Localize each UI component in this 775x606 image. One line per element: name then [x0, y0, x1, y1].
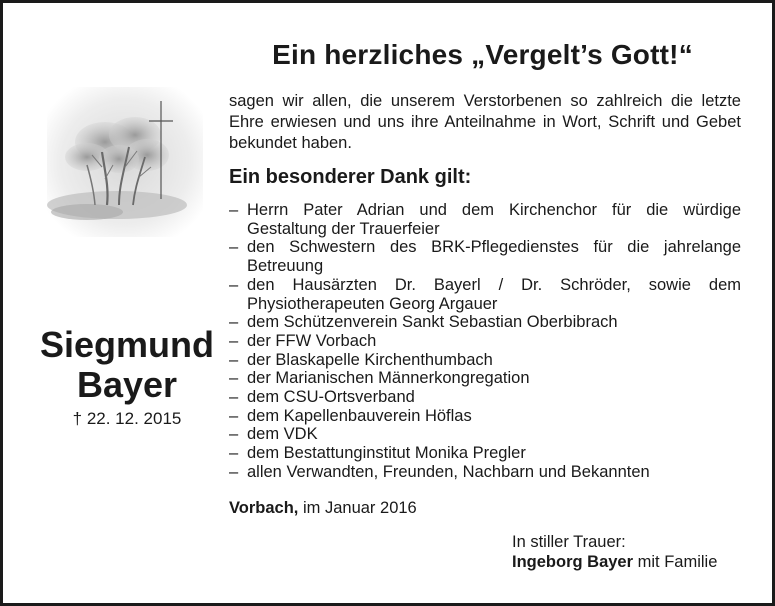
list-item: – dem CSU-Ortsverband	[229, 388, 741, 407]
signoff-name-line	[512, 552, 717, 572]
list-item: – der FFW Vorbach	[229, 332, 741, 351]
signoff-label: In stiller Trauer:	[512, 533, 626, 551]
list-item: – den Schwestern des BRK-Pflegedienstes für die jahrelange Betreuung	[229, 238, 741, 275]
signoff	[512, 532, 717, 572]
list-item: – Herrn Pater Adrian und dem Kirchenchor für die würdige Gestaltung der Trauerfeier	[229, 201, 741, 238]
list-item: – der Marianischen Männerkongregation	[229, 369, 741, 388]
place-date-line	[229, 499, 417, 518]
list-item: – dem VDK	[229, 425, 741, 444]
list-item: – allen Verwandten, Freunden, Nachbarn und Bekannten	[229, 463, 741, 482]
list-item: – dem Bestattunginstitut Monika Pregler	[229, 444, 741, 463]
date-line: im Januar 2016	[302, 499, 417, 517]
death-date-line	[23, 409, 231, 429]
first-name: Siegmund	[39, 324, 214, 365]
cross-mark: †	[72, 409, 83, 428]
deceased-name	[23, 325, 231, 405]
page-title: Ein herzliches „Vergelt’s Gott!“	[272, 39, 693, 70]
list-item: – dem Schützenverein Sankt Sebastian Oberbibrach	[229, 313, 741, 332]
list-item: – den Hausärzten Dr. Bayerl / Dr. Schröder, sowie dem Physiotherapeuten Georg Argauer	[229, 276, 741, 313]
signoff-suffix: mit Familie	[637, 553, 718, 571]
trees-cross-icon	[47, 87, 203, 237]
intro-text: sagen wir allen, die unserem Verstorbenen so zahlreich die letzte Ehre erwiesen und uns ihre Anteilnahme in Wort, Schrift und Gebet bekundet haben.	[229, 92, 741, 152]
death-date: 22. 12. 2015	[86, 409, 182, 428]
signoff-name: Ingeborg Bayer	[512, 553, 634, 571]
last-name: Bayer	[76, 364, 178, 405]
list-item: – dem Kapellenbauverein Höflas	[229, 407, 741, 426]
thanks-list	[229, 201, 741, 482]
place-name: Vorbach,	[229, 499, 299, 517]
special-thanks-heading: Ein besonderer Dank gilt:	[229, 166, 472, 188]
list-item: – der Blaskapelle Kirchenthumbach	[229, 351, 741, 370]
